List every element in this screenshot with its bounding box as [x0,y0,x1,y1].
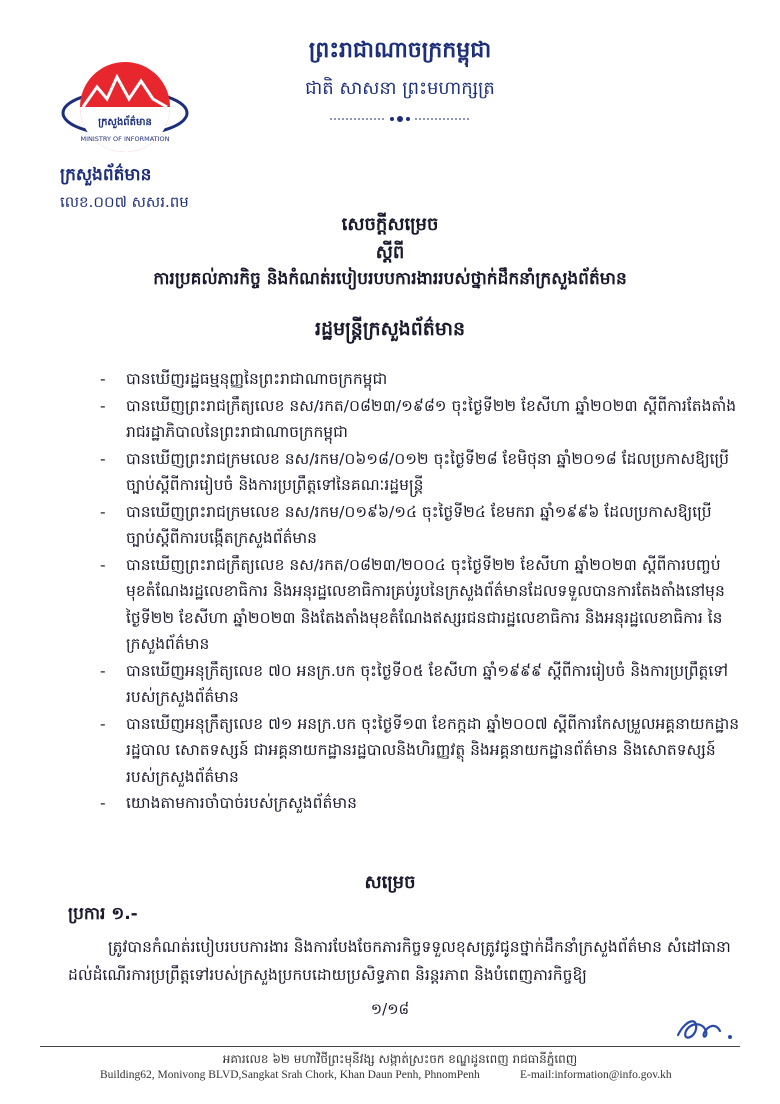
ministry-logo [55,55,195,175]
logo-inner-text: ក្រសួងព័ត៌មាន [98,117,152,128]
preamble-item: - បានឃើញព្រះរាជក្រមលេខ នស/រកម/០១៩៦/១៤ ចុះថ្ងៃទី២៤ ខែមករា ឆ្នាំ១៩៩៦ ដែលប្រកាសឱ្យប្រើច្បាប់ស្តីពីការបង្កើតក្រសួងព័ត៌មាន [100,502,712,547]
kingdom-title: ព្រះរាជាណាចក្រកម្ពុជា [308,38,492,63]
page-number: ១/១៨ [370,1000,410,1018]
decision-subject: ការប្រគល់ភារកិច្ច និងកំណត់របៀបរបបការងាររបស់ថ្នាក់ដឹកនាំក្រសួងព័ត៌មាន [153,269,627,289]
decision-subject-prefix: ស្តីពី [375,242,405,263]
decides-heading: សម្រេច [364,872,416,893]
reference-number: លេខ.០០៧ សសរ.ពម [60,193,189,211]
preamble-item: - បានឃើញអនុក្រឹត្យលេខ ៧១ អនក្រ.បក ចុះថ្ងៃទី១៣ ខែកក្កដា ឆ្នាំ២០០៧ ស្តីពីការកែសម្រួលអគ្គនាយកដ្ឋានរដ្ឋបាល សោតទស្សន៍ ជាអគ្គនាយកដ្ឋានរដ្ឋបាលនិងហិរញ្ញវត្ថុ និងអគ្គនាយកដ្ឋានព័ត៌មាន និងសោតទស្សន៍ របស់ក្រសួងព័ត៌មាន [100,714,740,786]
preamble-item: - បានឃើញអនុក្រឹត្យលេខ ៧០ អនក្រ.បក ចុះថ្ងៃទី០៥ ខែសីហា ឆ្នាំ១៩៩៩ ស្តីពីការរៀបចំ និងការប្រព្រឹត្តទៅរបស់ក្រសួងព័ត៌មាន [100,661,729,706]
preamble-item: - យោងតាមការចាំបាច់របស់ក្រសួងព័ត៌មាន [100,794,357,812]
ministry-name: ក្រសួងព័ត៌មាន [60,165,152,185]
preamble-item: - បានឃើញព្រះរាជក្រឹត្យលេខ នស/រកត/០៨២៣/១៩៨១ ចុះថ្ងៃទី២២ ខែសីហា ឆ្នាំ២០២៣ ស្តីពីការតែងតាំងរាជរដ្ឋាភិបាលនៃព្រះរាជាណាចក្រកម្ពុជា [100,396,737,441]
footer-address-khmer: អគារលេខ ៦២ មហាវិថីព្រះមុនីវង្ស សង្កាត់ស្រះចក ខណ្ឌដូនពេញ រាជធានីភ្នំពេញ [222,1052,578,1066]
national-motto: ជាតិ សាសនា ព្រះមហាក្សត្រ [305,78,495,99]
decision-title: សេចក្តីសម្រេច [341,214,439,235]
footer-divider [40,1046,740,1047]
article-1-text: ត្រូវបានកំណត់របៀបរបបការងារ និងការបែងចែកភារកិច្ចទទួលខុសត្រូវជូនថ្នាក់ដឹកនាំក្រសួងព័ត៌មាន សំដៅធានាដល់ដំណើរការប្រព្រឹត្តទៅរបស់ក្រសួងប្រកបដោយប្រសិទ្ធភាព និរន្តរភាព និងបំពេញភារកិច្ចឱ្យ [68,938,731,984]
footer-address-english: Building62, Monivong BLVD,Sangkat Srah Chork, Khan Daun Penh, PhnomPenh [100,1069,480,1081]
initial-signature [672,1013,742,1045]
preamble-list [100,366,740,817]
preamble-item: - បានឃើញព្រះរាជក្រមលេខ នស/រកម/០៦១៨/០១២ ចុះថ្ងៃទី២៨ ខែមិថុនា ឆ្នាំ២០១៨ ដែលប្រកាសឱ្យប្រើច្បាប់ស្តីពីការរៀបចំ និងការប្រព្រឹត្តទៅនៃគណៈរដ្ឋមន្ត្រី [100,449,730,494]
footer-email: E-mail:information@info.gov.kh [520,1069,672,1081]
preamble-item: - បានឃើញព្រះរាជក្រឹត្យលេខ នស/រកត/០៨២៣/២០០៤ ចុះថ្ងៃទី២២ ខែសីហា ឆ្នាំ២០២៣ ស្តីពីការបញ្ចប់មុខតំណែងរដ្ឋលេខាធិការ និងអនុរដ្ឋលេខាធិការគ្រប់រូបនៃក្រសួងព័ត៌មានដែលទទួលបានការតែងតាំងនៅមុនថ្ងៃទី២២ ខែសីហា ឆ្នាំ២០២៣ និងតែងតាំងមុខតំណែងឥស្សរជនជារដ្ឋលេខាធិការ និងអនុរដ្ឋលេខាធិការ នៃក្រសួងព័ត៌មាន [100,555,725,653]
ornament-divider [330,112,470,126]
preamble-item: - បានឃើញរដ្ឋធម្មនុញ្ញនៃព្រះរាជាណាចក្រកម្ពុជា [100,370,388,388]
decision-issuer: រដ្ឋមន្ត្រីក្រសួងព័ត៌មាន [314,318,465,340]
article-1-heading: ប្រការ ១.- [68,904,138,924]
logo-ring-text: MINISTRY OF INFORMATION [80,135,170,143]
